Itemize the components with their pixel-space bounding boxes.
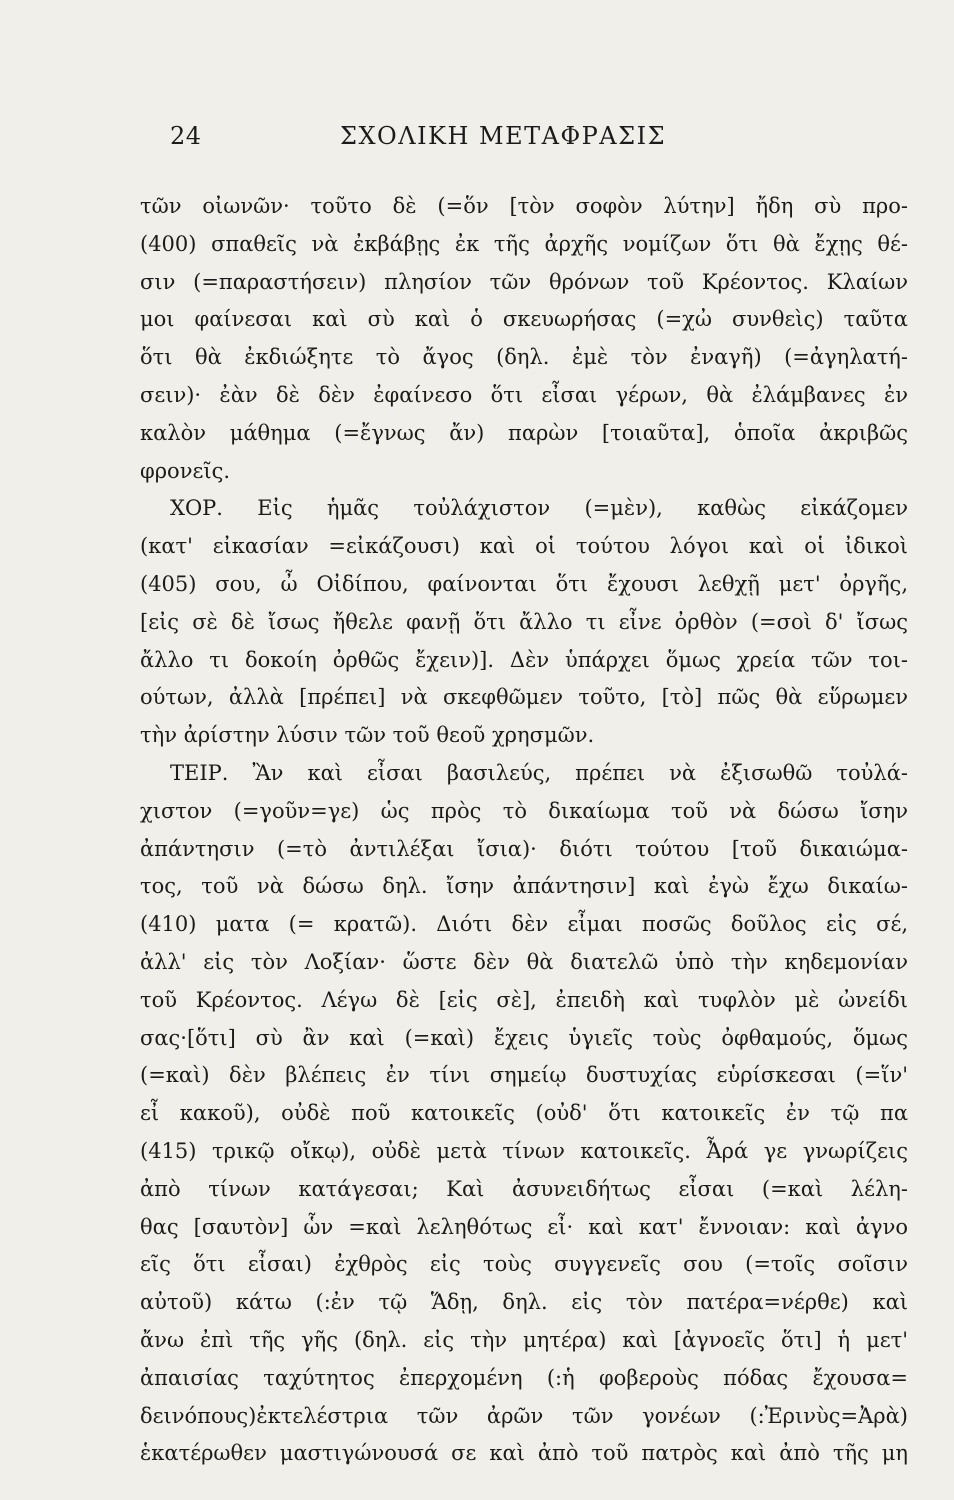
text-line: ἑκατέρωθεν μαστιγώνουσά σε καὶ ἀπὸ τοῦ πατρὸς καὶ ἀπὸ τῆς μη — [140, 1441, 908, 1466]
text-line: (κατ' εἰκασίαν =εἰκάζουσι) καὶ οἱ τούτου λόγοι καὶ οἱ ἰδικοὶ — [140, 534, 908, 559]
text-line: ἀπαισίας ταχύτητος ἐπερχομένη (:ἡ φοβεροὺς πόδας ἔχουσα= — [140, 1365, 908, 1390]
text-line: σας·[ὅτι] σὺ ἂν καὶ (=καὶ) ἔχεις ὑγιεῖς τοὺς ὀφθαμούς, ὅμως — [140, 1025, 908, 1050]
text-line: μοι φαίνεσαι καὶ σὺ καὶ ὁ σκευωρήσας (=χὠ συνθεὶς) ταῦτα — [140, 307, 908, 332]
text-line: ούτων, ἀλλὰ [πρέπει] νὰ σκεφθῶμεν τοῦτο, [τὸ] πῶς θὰ εὕρωμεν — [140, 685, 908, 710]
text-line: θας [σαυτὸν] ὧν =καὶ λεληθότως εἶ· καὶ κατ' ἔννοιαν: καὶ ἀγνο — [140, 1214, 908, 1239]
text-line: (415) τρικῷ οἴκῳ), οὐδὲ μετὰ τίνων κατοικεῖς. Ἆρά γε γνωρίζεις — [140, 1138, 908, 1163]
text-line: [εἰς σὲ δὲ ἴσως ἤθελε φανῇ ὅτι ἄλλο τι εἶνε ὀρθὸν (=σοὶ δ' ἴσως — [140, 609, 908, 634]
text-line: ΤΕΙΡ. Ἂν καὶ εἶσαι βασιλεύς, πρέπει νὰ ἐξισωθῶ τοὐλά- — [170, 760, 908, 785]
text-line: ἀπὸ τίνων κατάγεσαι; Καὶ ἀσυνειδήτως εἶσαι (=καὶ λέλη- — [140, 1176, 908, 1201]
text-line: χιστον (=γοῦν=γε) ὡς πρὸς τὸ δικαίωμα τοῦ νὰ δώσω ἴσην — [140, 798, 908, 823]
text-line: ἄλλο τι δοκοίη ὀρθῶς ἔχειν)]. Δὲν ὑπάρχει ὅμως χρεία τῶν τοι- — [140, 647, 908, 672]
text-line: ΧΟΡ. Εἰς ἡμᾶς τοὐλάχιστον (=μὲν), καθὼς εἰκάζομεν — [170, 496, 908, 521]
text-line: ἄνω ἐπὶ τῆς γῆς (δηλ. εἰς τὴν μητέρα) καὶ [ἀγνοεῖς ὅτι] ἡ μετ' — [140, 1327, 908, 1352]
page-header — [0, 122, 954, 162]
text-line: (405) σου, ὦ Οἰδίπου, φαίνονται ὅτι ἔχουσι λεθχῇ μετ' ὀργῆς, — [140, 571, 908, 596]
body-text — [140, 188, 908, 1473]
text-line: καλὸν μάθημα (=ἔγνως ἄν) παρὼν [τοιαῦτα], ὁποῖα ἀκριβῶς — [140, 420, 908, 445]
text-line: (410) ματα (= κρατῶ). Διότι δὲν εἶμαι ποσῶς δοῦλος εἰς σέ, — [140, 912, 908, 937]
text-line: ἀπάντησιν (=τὸ ἀντιλέξαι ἴσια)· διότι τούτου [τοῦ δικαιώμα- — [140, 836, 908, 861]
text-line: ὅτι θὰ ἐκδιώξητε τὸ ἄγος (δηλ. ἐμὲ τὸν ἐναγῆ) (=ἀγηλατή- — [140, 345, 908, 370]
text-line: δεινόπους)ἐκτελέστρια τῶν ἀρῶν τῶν γονέων (:Ἐρινὺς=Ἀρὰ) — [140, 1403, 908, 1428]
text-line: τος, τοῦ νὰ δώσω δηλ. ἴσην ἀπάντησιν] καὶ ἐγὼ ἔχω δικαίω- — [140, 874, 908, 899]
text-line: τοῦ Κρέοντος. Λέγω δὲ [εἰς σὲ], ἐπειδὴ καὶ τυφλὸν μὲ ὠνείδι — [140, 987, 908, 1012]
page-number: 24 — [170, 122, 202, 150]
text-line: (400) σπαθεῖς νὰ ἐκβάβῃς ἐκ τῆς ἀρχῆς νομίζων ὅτι θὰ ἔχῃς θέ- — [140, 231, 908, 256]
text-line: τῶν οἰωνῶν· τοῦτο δὲ (=ὅν [τὸν σοφὸν λύτην] ἤδη σὺ προ- — [140, 194, 908, 218]
text-line: (=καὶ) δὲν βλέπεις ἐν τίνι σημείῳ δυστυχίας εὑρίσκεσαι (=ἵν' — [140, 1063, 908, 1088]
text-line: τὴν ἀρίστην λύσιν τῶν τοῦ θεοῦ χρησμῶν. — [140, 723, 595, 748]
text-line: ἀλλ' εἰς τὸν Λοξίαν· ὥστε δὲν θὰ διατελῶ ὑπὸ τὴν κηδεμονίαν — [140, 949, 908, 974]
text-line: φρονεῖς. — [140, 458, 231, 483]
text-line: σιν (=παραστήσειν) πλησίον τῶν θρόνων τοῦ Κρέοντος. Κλαίων — [140, 269, 908, 294]
text-line: εῖς ὅτι εἶσαι) ἐχθρὸς εἰς τοὺς συγγενεῖς σου (=τοῖς σοῖσιν — [140, 1252, 908, 1277]
text-line: σειν)· ἐὰν δὲ δὲν ἐφαίνεσο ὅτι εἶσαι γέρων, θὰ ἐλάμβανες ἐν — [140, 382, 908, 407]
running-title: ΣΧΟΛΙΚΗ ΜΕΤΑΦΡΑΣΙΣ — [340, 122, 667, 150]
text-line: εἶ κακοῦ), οὐδὲ ποῦ κατοικεῖς (οὐδ' ὅτι κατοικεῖς ἐν τῷ πα — [140, 1101, 908, 1126]
text-line: αὐτοῦ) κάτω (:ἐν τῷ Ἅδῃ, δηλ. εἰς τὸν πατέρα=νέρθε) καὶ — [140, 1290, 908, 1315]
